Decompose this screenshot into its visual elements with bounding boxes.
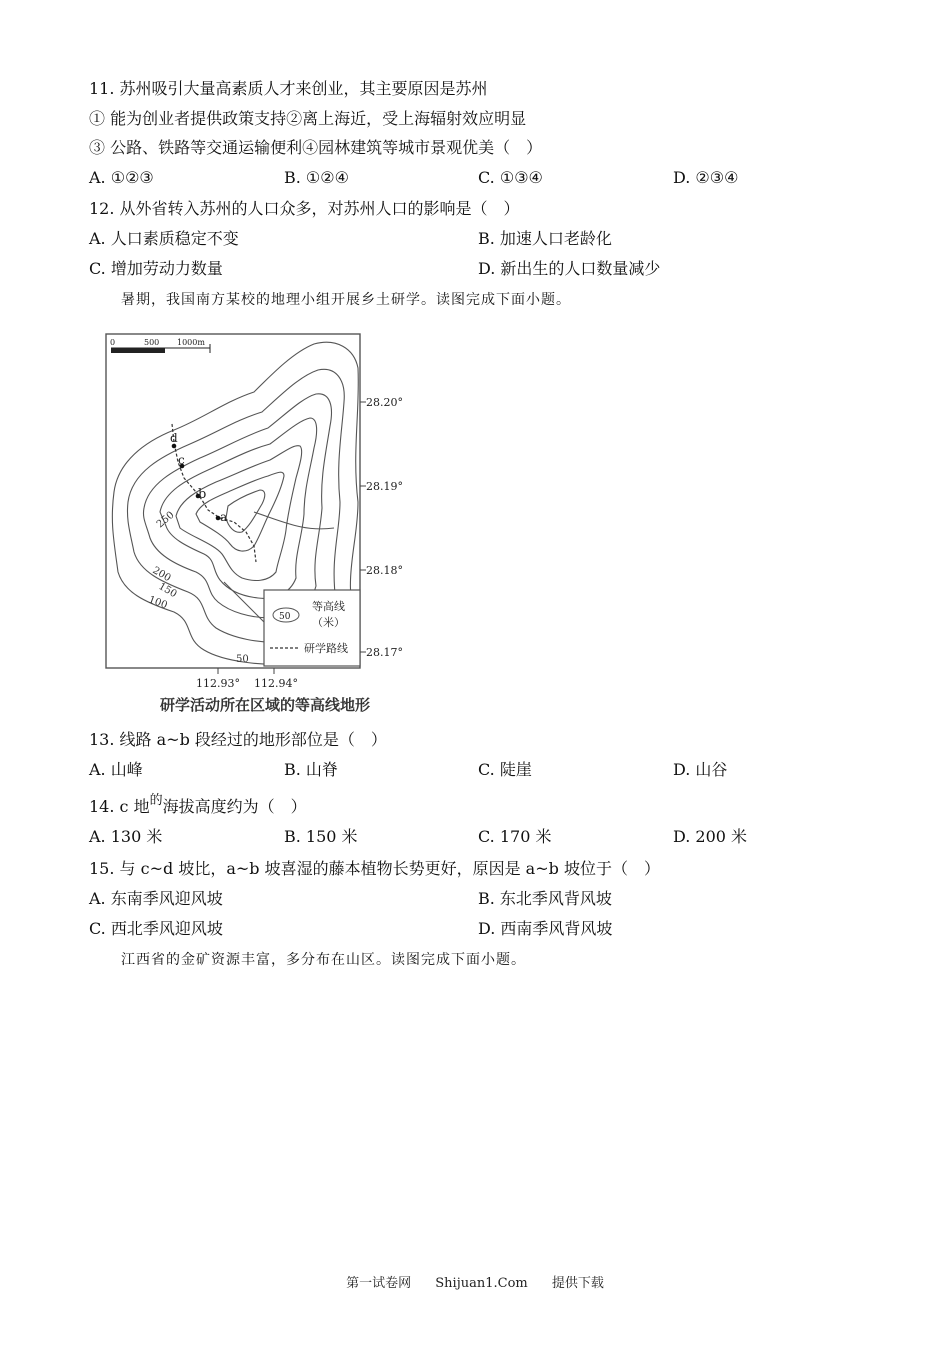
q11-option-a: A. ①②③ (89, 168, 154, 187)
q14-stem-part-1: 14. c 地 (89, 797, 150, 816)
contour-label-50: 50 (236, 654, 249, 665)
q14-stem (89, 793, 307, 820)
legend-contour-label: 等高线 (312, 600, 345, 613)
contour-map-figure (104, 332, 404, 722)
footer-download-note: 提供下载 (551, 1276, 604, 1291)
q14-stem-part-2: 海拔高度约为（ ） (162, 797, 307, 816)
q11-stem: 11. 苏州吸引大量高素质人才来创业，其主要原因是苏州 (89, 79, 488, 98)
scale-bar (111, 348, 165, 353)
scale-label-0: 0 (110, 338, 116, 347)
contour-label-200: 200 (150, 565, 173, 585)
point-b-label: b (198, 487, 207, 502)
point-c-label: c (178, 453, 185, 467)
q15-option-c: C. 西北季风迎风坡 (89, 919, 223, 938)
q13-option-c: C. 陡崖 (478, 760, 532, 779)
legend-route-label: 研学路线 (304, 642, 348, 655)
q15-option-d: D. 西南季风背风坡 (478, 919, 613, 938)
q15-option-b: B. 东北季风背风坡 (478, 889, 612, 908)
q13-option-b: B. 山脊 (284, 760, 338, 779)
contour-label-150: 150 (156, 581, 179, 601)
q14-option-c: C. 170 米 (478, 827, 552, 846)
lat-label-28-18: 28.18° (366, 564, 403, 577)
q12-stem: 12. 从外省转入苏州的人口众多，对苏州人口的影响是（ ） (89, 199, 520, 218)
q11-statement-line-1: ① 能为创业者提供政策支持②离上海近，受上海辐射效应明显 (89, 109, 527, 128)
q13-stem: 13. 线路 a~b 段经过的地形部位是（ ） (89, 730, 387, 749)
q12-option-b: B. 加速人口老龄化 (478, 229, 612, 248)
legend-contour-unit: （米） (312, 616, 345, 629)
q15-option-a: A. 东南季风迎风坡 (89, 889, 223, 908)
q14-stem-superscript: 的 (149, 793, 163, 808)
legend-contour-value: 50 (279, 612, 291, 622)
q11-option-c: C. ①③④ (478, 168, 543, 187)
footer-site-domain: Shijuan1.Com (435, 1276, 528, 1291)
scale-label-500: 500 (144, 338, 160, 347)
q11-option-d: D. ②③④ (673, 168, 739, 187)
q13-option-a: A. 山峰 (89, 760, 143, 779)
page-footer (0, 1272, 950, 1291)
contour-label-100: 100 (146, 594, 169, 612)
lat-label-28-17: 28.17° (366, 646, 403, 659)
q14-option-b: B. 150 米 (284, 827, 358, 846)
footer-site-name: 第一试卷网 (346, 1276, 412, 1291)
intro-gold-mines: 江西省的金矿资源丰富，多分布在山区。读图完成下面小题。 (121, 952, 526, 968)
q14-option-d: D. 200 米 (673, 827, 748, 846)
scale-label-1000: 1000m (177, 338, 205, 347)
lat-label-28-20: 28.20° (366, 396, 403, 409)
lat-label-28-19: 28.19° (366, 480, 403, 493)
lon-label-112-94: 112.94° (254, 677, 298, 690)
q15-stem: 15. 与 c~d 坡比，a~b 坡喜湿的藤本植物长势更好，原因是 a~b 坡位于（ ） (89, 859, 660, 878)
contour-map (104, 332, 404, 692)
q11-statement-line-2: ③ 公路、铁路等交通运输便利④园林建筑等城市景观优美（ ） (89, 138, 543, 157)
lon-label-112-93: 112.93° (196, 677, 240, 690)
q14-option-a: A. 130 米 (89, 827, 163, 846)
q12-option-c: C. 增加劳动力数量 (89, 259, 223, 278)
contour-label-250: 250 (154, 509, 177, 531)
q12-option-d: D. 新出生的人口数量减少 (478, 259, 661, 278)
q12-option-a: A. 人口素质稳定不变 (89, 229, 239, 248)
point-d-label: d (170, 431, 178, 445)
intro-research-trip: 暑期，我国南方某校的地理小组开展乡土研学。读图完成下面小题。 (121, 292, 571, 308)
q13-option-d: D. 山谷 (673, 760, 728, 779)
point-a-label: a (220, 510, 228, 524)
q11-option-b: B. ①②④ (284, 168, 349, 187)
map-caption: 研学活动所在区域的等高线地形 (160, 696, 371, 714)
